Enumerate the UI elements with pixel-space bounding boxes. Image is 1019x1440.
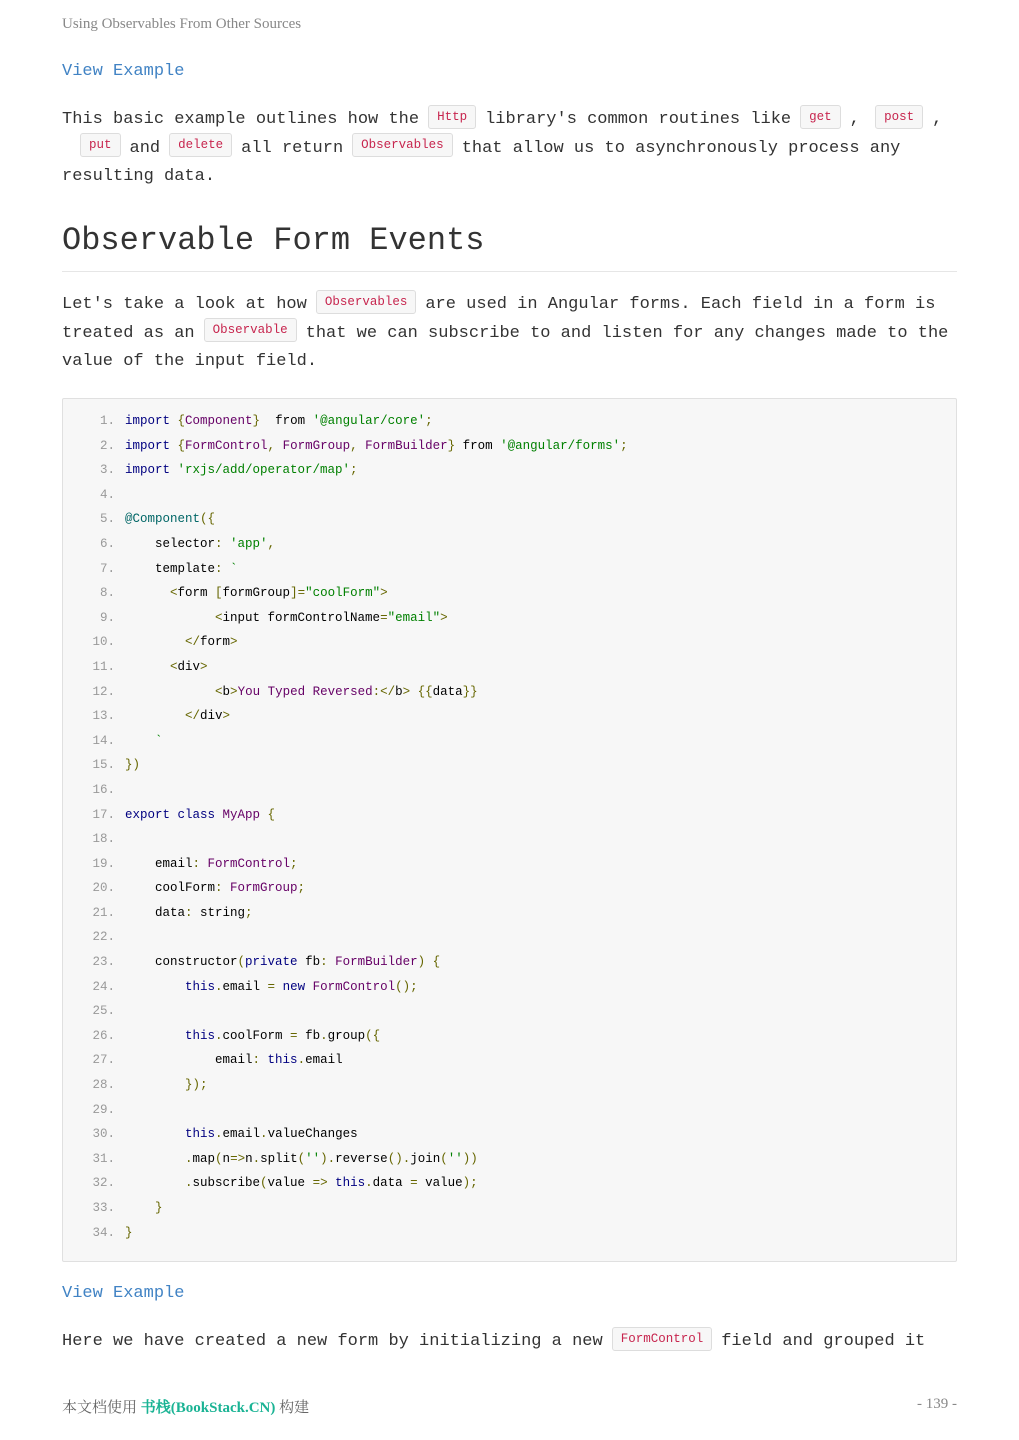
code-token: > [230, 684, 238, 699]
text: all return [241, 138, 344, 158]
code-token: { [177, 414, 186, 428]
inline-code-observables: Observables [316, 290, 417, 314]
code-token: , [267, 536, 276, 551]
code-token: : [192, 856, 208, 871]
code-token: [ [215, 586, 223, 601]
code-token: }} [462, 684, 478, 699]
line-number: 14. [92, 733, 115, 748]
code-token: ) { [417, 955, 441, 970]
line-number: 32. [92, 1176, 115, 1191]
code-token: < [125, 610, 223, 625]
code-token: value [267, 1176, 313, 1191]
code-token: > [440, 610, 448, 625]
code-token: => [312, 1176, 336, 1191]
code-line [63, 975, 956, 1000]
text: , [849, 110, 860, 129]
code-line [63, 999, 956, 1024]
code-token: constructor [125, 955, 238, 970]
code-token: this [125, 979, 216, 994]
code-token: > [222, 709, 231, 724]
code-text [125, 950, 440, 975]
code-token: 'app' [230, 536, 268, 551]
code-token: } [125, 1225, 133, 1240]
code-line [63, 803, 956, 828]
paragraph-http-routines [62, 106, 957, 192]
code-token: < [125, 684, 223, 699]
code-token: import [125, 414, 178, 428]
code-token: : [215, 536, 231, 551]
code-token: MyApp [222, 807, 268, 822]
code-line [63, 434, 956, 459]
code-text [125, 680, 478, 705]
code-token: FormControl [207, 856, 291, 871]
code-token: email [222, 979, 268, 994]
footer-brand-link[interactable]: 书栈(BookStack.CN) [140, 1400, 276, 1416]
code-token: div [200, 709, 223, 724]
code-token: this [267, 1053, 298, 1068]
code-token: = [410, 1176, 426, 1191]
code-token: string [200, 905, 246, 920]
text: and [129, 138, 161, 158]
code-token: > {{ [402, 684, 433, 699]
line-number: 31. [92, 1151, 115, 1166]
code-token: You Typed Reversed [237, 684, 373, 699]
line-number: 8. [99, 586, 115, 601]
code-token: = [267, 979, 283, 994]
paragraph-formcontrol [62, 1328, 957, 1357]
code-token: formGroup [222, 586, 291, 601]
line-number: 20. [92, 881, 115, 896]
code-token: ); [462, 1176, 478, 1191]
code-token: { [267, 807, 276, 822]
code-line [63, 557, 956, 582]
line-number: 26. [92, 1028, 115, 1043]
line-number: 21. [92, 905, 115, 920]
code-token: fb [305, 955, 321, 970]
code-token: 'rxjs/add/operator/map' [177, 463, 351, 478]
code-token: ( [260, 1176, 268, 1191]
code-line [63, 1221, 956, 1246]
code-token: import [125, 463, 178, 478]
code-text [125, 901, 253, 926]
code-text [125, 1122, 358, 1147]
code-text [125, 704, 230, 729]
code-token: . [125, 1176, 193, 1191]
line-number: 34. [92, 1225, 115, 1240]
code-text [125, 1196, 163, 1221]
code-token: : [215, 561, 231, 576]
text: library's common routines like [485, 110, 792, 129]
code-token: } [125, 1201, 163, 1215]
code-token: email [305, 1053, 343, 1068]
text: that we can subscribe to and listen for any changes made to the value of the input field. [62, 323, 949, 372]
code-text [125, 753, 140, 778]
code-token: } [447, 438, 456, 453]
code-token: ({ [365, 1028, 381, 1043]
code-line [63, 483, 956, 508]
line-number: 24. [92, 979, 115, 994]
code-line [63, 852, 956, 877]
code-text [125, 409, 433, 434]
line-number: 33. [92, 1201, 115, 1215]
code-token: . [252, 1151, 261, 1166]
code-token: import [125, 438, 178, 453]
code-lines [63, 409, 956, 1245]
code-token: email [125, 856, 193, 871]
inline-code-observables: Observables [352, 133, 453, 157]
code-token: . [297, 1053, 306, 1068]
code-token: valueChanges [267, 1127, 358, 1142]
code-token: ( [215, 1151, 223, 1166]
code-token: "coolForm" [305, 586, 381, 601]
code-text [125, 1073, 208, 1098]
code-token: '@angular/core' [312, 414, 426, 428]
code-token: split [260, 1151, 298, 1166]
line-number: 13. [92, 709, 115, 724]
line-number: 6. [99, 536, 115, 551]
code-line [63, 458, 956, 483]
line-number: 2. [99, 438, 115, 453]
code-token: '@angular/forms' [500, 438, 621, 453]
code-token: FormGroup [282, 438, 351, 453]
code-token: . [365, 1176, 373, 1191]
code-line [63, 532, 956, 557]
footer-prefix: 本文档使用 [62, 1400, 141, 1416]
code-token: '' [305, 1151, 321, 1166]
text: This basic example outlines how the [62, 110, 420, 129]
code-text [125, 876, 305, 901]
text: , [932, 110, 943, 129]
code-token: . [215, 1028, 223, 1043]
code-line [63, 581, 956, 606]
code-token: this [125, 1028, 216, 1043]
code-token: = [380, 610, 388, 625]
inline-code-observable: Observable [204, 318, 297, 342]
code-line [63, 507, 956, 532]
code-token: from [455, 438, 501, 453]
code-token: = [290, 1028, 306, 1043]
line-number: 3. [99, 463, 115, 478]
code-token: ( [297, 1151, 306, 1166]
code-line [63, 1147, 956, 1172]
code-token: , [350, 438, 366, 453]
code-token: '' [447, 1151, 463, 1166]
code-token: coolForm [125, 881, 216, 896]
line-number: 23. [92, 955, 115, 970]
page-number: - 139 - [917, 1396, 957, 1412]
code-line [63, 729, 956, 754]
code-line [63, 950, 956, 975]
running-header: Using Observables From Other Sources [62, 16, 302, 32]
code-line [63, 876, 956, 901]
code-line [63, 630, 956, 655]
line-number: 28. [92, 1078, 115, 1093]
code-token: group [327, 1028, 366, 1043]
code-token: join [410, 1151, 441, 1166]
footer-suffix: 构建 [275, 1400, 310, 1416]
code-token: </ [125, 709, 201, 724]
code-token: form [177, 586, 216, 601]
code-token: this [125, 1127, 216, 1142]
code-token: ]= [290, 586, 306, 601]
code-line [63, 1024, 956, 1049]
code-token: ; [297, 881, 306, 896]
code-line [63, 1196, 956, 1221]
code-token: n [245, 1151, 253, 1166]
line-number: 22. [92, 930, 115, 945]
code-token: ; [620, 438, 628, 453]
code-line [63, 606, 956, 631]
code-token: (). [387, 1151, 411, 1166]
code-token: selector [125, 536, 216, 551]
code-token: from [260, 414, 313, 428]
line-number: 29. [92, 1102, 115, 1117]
code-token: form [200, 635, 231, 650]
code-line [63, 655, 956, 680]
inline-code-post: post [875, 105, 923, 129]
line-number: 27. [92, 1053, 115, 1068]
text: Let's take a look at how [62, 295, 307, 314]
line-number: 17. [92, 807, 115, 822]
code-token: ; [245, 905, 253, 920]
code-line [63, 778, 956, 803]
code-line [63, 827, 956, 852]
code-token: b [222, 684, 231, 699]
code-token: (); [395, 979, 418, 994]
code-token: coolForm [222, 1028, 291, 1043]
code-token: FormControl [185, 438, 268, 453]
code-text [125, 852, 298, 877]
code-token: { [177, 438, 186, 453]
code-text [125, 557, 238, 582]
line-number: 16. [92, 782, 115, 797]
code-token: template [125, 561, 216, 576]
code-line [63, 1048, 956, 1073]
code-token: div [177, 659, 201, 674]
code-token: > [380, 586, 388, 601]
line-number: 10. [92, 635, 115, 650]
code-token: } [252, 414, 261, 428]
code-token: ; [425, 414, 433, 428]
text: field and grouped it [721, 1332, 926, 1351]
inline-code-http: Http [428, 105, 476, 129]
code-token: Component [185, 414, 253, 428]
line-number: 12. [92, 684, 115, 699]
code-line [63, 1073, 956, 1098]
code-text [125, 1221, 133, 1246]
code-token: . [260, 1127, 268, 1142]
code-token: "email" [387, 610, 441, 625]
code-token: , [267, 438, 283, 453]
code-line [63, 1122, 956, 1147]
line-number: 4. [99, 487, 115, 502]
code-token: @Component [125, 512, 201, 527]
text: that allow us to asynchronously process any resulting data. [62, 138, 901, 187]
divider [62, 271, 957, 272]
code-token: ). [320, 1151, 336, 1166]
code-text [125, 581, 388, 606]
line-number: 15. [92, 758, 115, 773]
code-token: input formControlName [222, 610, 381, 625]
code-text [125, 655, 208, 680]
inline-code-delete: delete [169, 133, 232, 157]
code-text [125, 729, 163, 754]
code-token: FormControl [312, 979, 396, 994]
code-token: : [252, 1053, 268, 1068]
code-token: email [222, 1127, 261, 1142]
section-title: Observable Form Events [62, 222, 485, 259]
code-token: . [320, 1028, 328, 1043]
text: are used in Angular forms. Each field in a form is treated as an [62, 295, 936, 343]
view-example-link[interactable]: View Example [62, 1284, 185, 1303]
code-token: new [282, 979, 313, 994]
code-line [63, 1098, 956, 1123]
code-token: ` [230, 561, 238, 576]
footer-credit [62, 1396, 309, 1417]
code-text [125, 803, 275, 828]
code-token: value [425, 1176, 463, 1191]
code-token: ; [290, 856, 298, 871]
code-token: . [215, 979, 223, 994]
code-text [125, 1147, 478, 1172]
code-line [63, 901, 956, 926]
code-line [63, 925, 956, 950]
line-number: 9. [99, 610, 115, 625]
code-text [125, 606, 448, 631]
code-token: }) [125, 758, 141, 773]
code-token: subscribe [192, 1176, 261, 1191]
code-token: this [335, 1176, 366, 1191]
code-token: : [215, 881, 231, 896]
code-token: )) [462, 1151, 478, 1166]
code-line [63, 1171, 956, 1196]
inline-code-put: put [80, 133, 121, 157]
code-token: FormBuilder [335, 955, 418, 970]
code-token: ; [350, 463, 358, 478]
code-token: > [200, 659, 208, 674]
code-token: </ [125, 635, 201, 650]
line-number: 11. [92, 659, 115, 674]
code-text [125, 1171, 478, 1196]
code-text [125, 630, 238, 655]
code-token: ` [125, 733, 163, 748]
code-text [125, 434, 628, 459]
line-number: 7. [99, 561, 115, 576]
code-token: . [125, 1151, 193, 1166]
code-token: FormBuilder [365, 438, 448, 453]
code-token: :</ [372, 684, 396, 699]
code-line [63, 704, 956, 729]
code-text [125, 458, 358, 483]
code-text [125, 1048, 343, 1073]
code-text [125, 1024, 380, 1049]
line-number: 25. [92, 1004, 115, 1019]
code-line [63, 753, 956, 778]
text: Here we have created a new form by initializing a new [62, 1332, 603, 1351]
code-token: data [125, 905, 186, 920]
code-token: ({ [200, 512, 216, 527]
code-line [63, 409, 956, 434]
line-number: 19. [92, 856, 115, 871]
code-token: FormGroup [230, 881, 298, 896]
code-token: data [432, 684, 463, 699]
code-token: ( [440, 1151, 448, 1166]
line-number: 1. [99, 414, 115, 428]
code-token: < [125, 659, 178, 674]
code-block [62, 398, 957, 1262]
code-token: reverse [335, 1151, 388, 1166]
code-token: ( [237, 955, 246, 970]
code-token: : [185, 905, 201, 920]
code-token: < [125, 586, 178, 601]
paragraph-form-events [62, 291, 957, 377]
code-token: n [222, 1151, 231, 1166]
code-token: private [245, 955, 306, 970]
line-number: 30. [92, 1127, 115, 1142]
code-token: > [230, 635, 238, 650]
code-text [125, 507, 215, 532]
code-text [125, 532, 275, 557]
code-text [125, 975, 418, 1000]
code-token: fb [305, 1028, 321, 1043]
code-token: email [125, 1053, 253, 1068]
code-token: data [372, 1176, 411, 1191]
code-token: map [192, 1151, 216, 1166]
inline-code-get: get [800, 105, 841, 129]
code-token: b [395, 684, 403, 699]
code-token: . [215, 1127, 223, 1142]
code-token: export class [125, 807, 223, 822]
code-token: }); [125, 1078, 208, 1093]
line-number: 5. [99, 512, 115, 527]
code-line [63, 680, 956, 705]
line-number: 18. [92, 832, 115, 847]
code-token: : [320, 955, 336, 970]
inline-code-formcontrol: FormControl [612, 1327, 713, 1351]
view-example-link[interactable]: View Example [62, 62, 185, 81]
code-token: => [230, 1151, 246, 1166]
